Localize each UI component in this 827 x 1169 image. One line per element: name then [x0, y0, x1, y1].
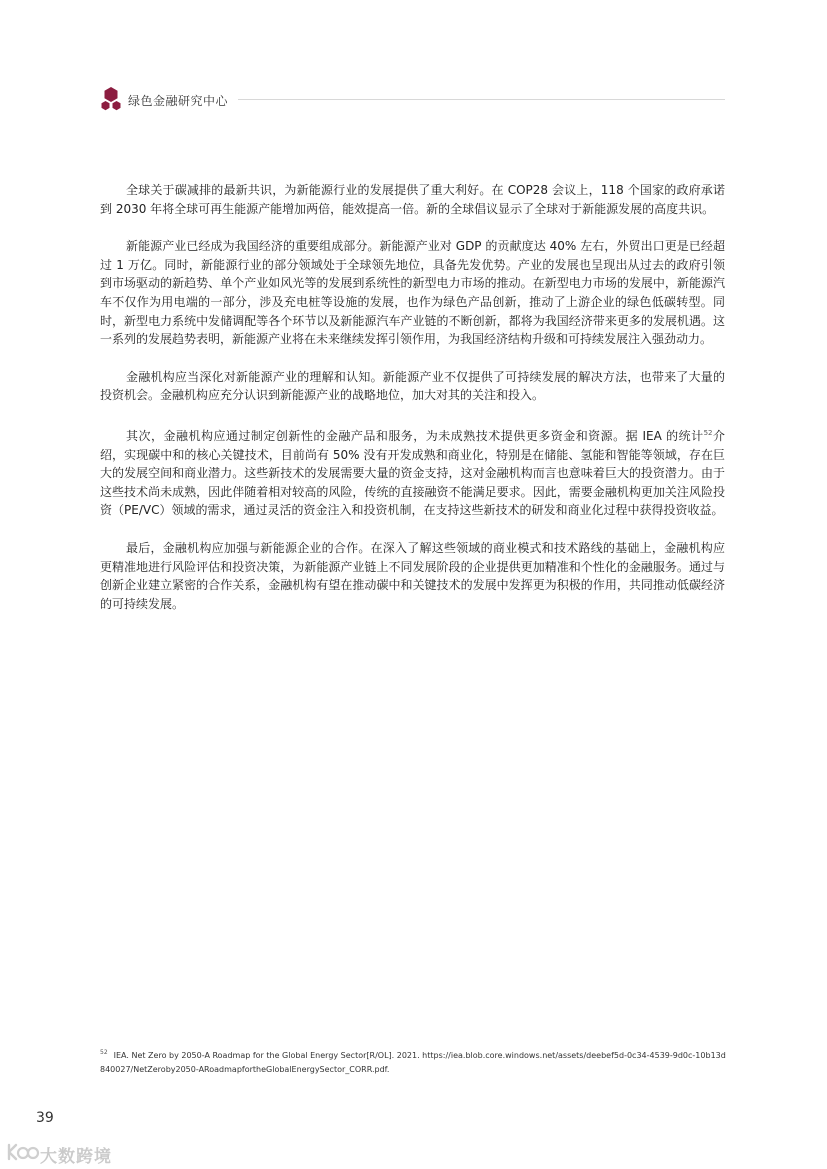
paragraph-3: 金融机构应当深化对新能源产业的理解和认知。新能源产业不仅提供了可持续发展的解决方法，也带来了大量的投资机会。金融机构应充分认识到新能源产业的战略地位，加大对其的关注和投入。 — [100, 369, 725, 403]
footnote-text[interactable]: IEA. Net Zero by 2050-A Roadmap for the Global Energy Sector[R/OL]. 2021. https://iea.blob.core.windows.net/assets/deebef5d-0c34-4539-9d0c-10b13d840027/NetZeroby2050-ARoadmapfortheGlobalEnergySector_CORR.pdf. — [100, 1051, 726, 1074]
organization-name: 绿色金融研究中心 — [128, 94, 229, 108]
hexagon-cluster-logo-icon — [100, 86, 122, 112]
watermark-logo-icon — [6, 1141, 40, 1163]
paragraph-4 — [100, 424, 725, 520]
page-number: 39 — [36, 1110, 54, 1126]
main-content — [100, 181, 725, 632]
paragraph-1: 全球关于碳减排的最新共识，为新能源行业的发展提供了重大利好。在 COP28 会议上，118 个国家的政府承诺到 2030 年将全球可再生能源产能增加两倍，能效提高一倍。新的全球倡议显示了全球对于新能源发展的高度共识。 — [100, 183, 725, 216]
footnote — [100, 1046, 726, 1077]
header-divider — [238, 99, 725, 100]
paragraph-2: 新能源产业已经成为我国经济的重要组成部分。新能源产业对 GDP 的贡献度达 40% 左右，外贸出口更是已经超过 1 万亿。同时，新能源行业的部分领域处于全球领先地位，具备先发优势。产业的发展也呈现出从过去的政府引领到市场驱动的新趋势、单个产业如风光等的发展到系统性的新型电力市场的推动。在新型电力市场的发展中，新能源汽车不仅作为用电端的一部分，涉及充电桩等设施的发展，也作为绿色产品创新，推动了上游企业的绿色低碳转型。同时，新型电力系统中发储调配等各个环节以及新能源汽车产业链的不断创新，都将为我国经济带来更多的发展机遇。这一系列的发展趋势表明，新能源产业将在未来继续发挥引领作用，为我国经济结构升级和可持续发展注入强劲动力。 — [100, 239, 725, 347]
page-header — [100, 86, 725, 114]
paragraph-4-text-after: 介绍，实现碳中和的核心关键技术，目前尚有 50% 没有开发成熟和商业化，特别是在储能、氢能和智能等领域，存在巨大的发展空间和商业潜力。这些新技术的发展需要大量的资金支持，这对金融机构而言也意味着巨大的投资潜力。由于这些技术尚未成熟，因此伴随着相对较高的风险，传统的直接融资不能满足要求。因此，需要金融机构更加关注风险投资（PE/VC）领域的需求，通过灵活的资金注入和投资机制，在支持这些新技术的研发和商业化过程中获得投资收益。 — [100, 428, 725, 518]
paragraph-4-text-before: 其次，金融机构应通过制定创新性的金融产品和服务，为未成熟技术提供更多资金和资源。据 IEA 的统计 — [126, 428, 704, 443]
footnote-reference[interactable]: 52 — [703, 428, 713, 437]
watermark-text: 大数跨境 — [40, 1147, 112, 1167]
footnote-number: 52 — [100, 1049, 108, 1056]
paragraph-5: 最后，金融机构应加强与新能源企业的合作。在深入了解这些领域的商业模式和技术路线的基础上，金融机构应更精准地进行风险评估和投资决策，为新能源产业链上不同发展阶段的企业提供更加精准和个性化的金融服务。通过与创新企业建立紧密的合作关系，金融机构有望在推动碳中和关键技术的发展中发挥更为积极的作用，共同推动低碳经济的可持续发展。 — [100, 540, 725, 611]
